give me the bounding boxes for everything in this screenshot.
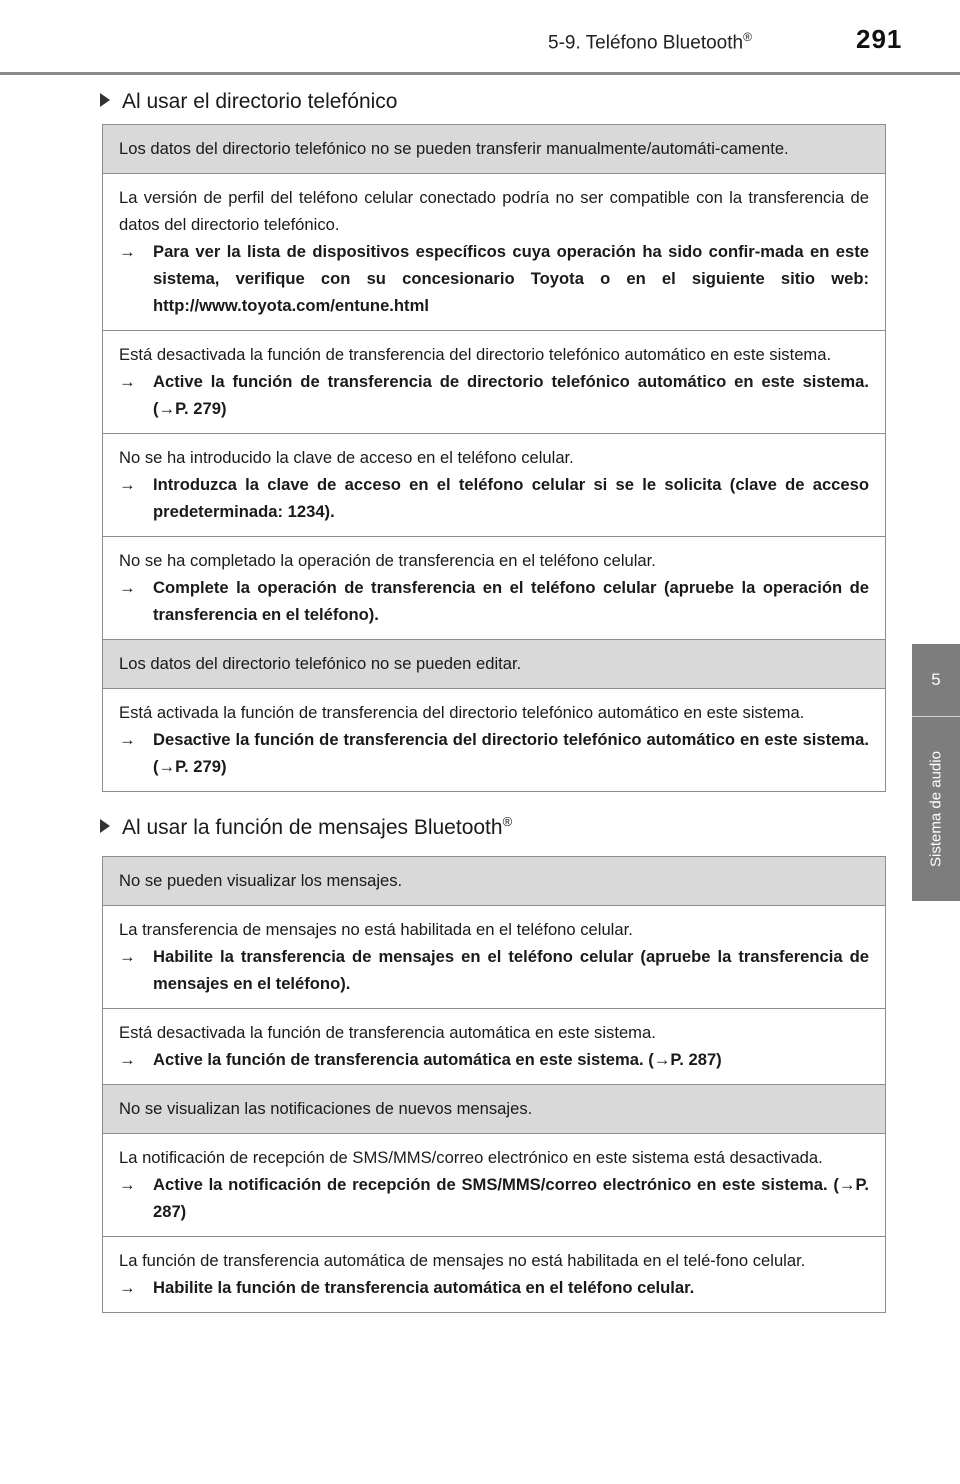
chapter-side-tab (912, 644, 960, 900)
section-messages (102, 814, 886, 1313)
chapter-title-text: 5-9. Teléfono Bluetooth (548, 32, 744, 54)
section-heading (100, 814, 886, 856)
remedy-text (119, 1274, 869, 1301)
remedy-text-content: Para ver la lista de dispositivos específicos cuya operación ha sido confir-mada en este sistema, verifique con su concesionario Toyota o en el siguiente sitio web: http://www.toyota.com/entune.html (153, 242, 869, 315)
remedy-text (119, 471, 869, 525)
heading-mark: ® (502, 814, 513, 829)
right-arrow-icon: → (119, 578, 136, 597)
remedy-text-content: Desactive la función de transferencia del directorio telefónico automático en este sistema. (→P. 279) (153, 730, 869, 776)
remedy-text-content: Habilite la función de transferencia automática en el teléfono celular. (153, 1278, 695, 1297)
symptom-row (103, 640, 885, 689)
remedy-text (119, 368, 869, 422)
symptom-text: Los datos del directorio telefónico no se pueden transferir manualmente/automáti-camente. (119, 139, 789, 158)
cause-row (103, 1009, 885, 1085)
cause-text: Está desactivada la función de transferencia del directorio telefónico automático en este sistema. (119, 345, 832, 364)
cause-text: Está activada la función de transferencia del directorio telefónico automático en este sistema. (119, 703, 805, 722)
side-tab-number: 5 (912, 644, 960, 716)
remedy-text-content: Active la función de transferencia de directorio telefónico automático en este sistema. (→P. 279) (153, 372, 869, 418)
right-arrow-icon: → (119, 1050, 136, 1069)
remedy-text (119, 1171, 869, 1225)
cause-row (103, 1134, 885, 1237)
remedy-text (119, 1046, 869, 1073)
section-heading-text: Al usar el directorio telefónico (122, 90, 398, 113)
symptom-row (103, 1085, 885, 1134)
symptom-row (103, 857, 885, 906)
remedy-text (119, 238, 869, 319)
right-arrow-icon: → (119, 475, 136, 494)
cause-text: La transferencia de mensajes no está habilitada en el teléfono celular. (119, 920, 633, 939)
remedy-text (119, 574, 869, 628)
cause-text: No se ha completado la operación de transferencia en el teléfono celular. (119, 551, 656, 570)
symptom-row (103, 125, 885, 174)
header-divider (0, 72, 960, 75)
cause-text: La notificación de recepción de SMS/MMS/correo electrónico en este sistema está desactivada. (119, 1148, 823, 1167)
registered-mark: ® (743, 30, 752, 44)
triangle-bullet-icon (100, 93, 110, 107)
right-arrow-icon: → (119, 242, 136, 261)
page-header (0, 0, 960, 80)
remedy-text-content: Habilite la transferencia de mensajes en el teléfono celular (apruebe la transferencia de mensajes en el teléfono). (153, 947, 869, 993)
side-tab-label-text: Sistema de audio (927, 751, 945, 867)
right-arrow-icon: → (119, 947, 136, 966)
page-number: 291 (856, 24, 903, 54)
symptom-text: No se visualizan las notificaciones de nuevos mensajes. (119, 1099, 533, 1118)
right-arrow-icon: → (119, 372, 136, 391)
section-phonebook (102, 88, 886, 792)
remedy-text-content: Active la función de transferencia automática en este sistema. (→P. 287) (153, 1050, 722, 1069)
cause-row (103, 174, 885, 331)
cause-text: No se ha introducido la clave de acceso en el teléfono celular. (119, 448, 574, 467)
right-arrow-icon: → (119, 1278, 136, 1297)
cause-row (103, 906, 885, 1009)
section-heading (100, 88, 886, 124)
triangle-bullet-icon (100, 819, 110, 833)
side-tab-label (912, 716, 960, 901)
right-arrow-icon: → (119, 730, 136, 749)
remedy-text (119, 943, 869, 997)
remedy-text (119, 726, 869, 780)
symptom-text: No se pueden visualizar los mensajes. (119, 871, 403, 890)
troubleshooting-table (102, 124, 886, 792)
cause-text: Está desactivada la función de transferencia automática en este sistema. (119, 1023, 656, 1042)
troubleshooting-table (102, 856, 886, 1313)
right-arrow-icon: → (119, 1175, 136, 1194)
cause-row (103, 1237, 885, 1313)
cause-row (103, 537, 885, 640)
cause-row (103, 689, 885, 792)
cause-text: La función de transferencia automática de mensajes no está habilitada en el telé-fono celular. (119, 1251, 806, 1270)
remedy-text-content: Active la notificación de recepción de SMS/MMS/correo electrónico en este sistema. (→P. 287) (153, 1175, 869, 1221)
cause-text: La versión de perfil del teléfono celular conectado podría no ser compatible con la transferencia de datos del directorio telefónico. (119, 188, 869, 234)
symptom-text: Los datos del directorio telefónico no se pueden editar. (119, 654, 522, 673)
remedy-text-content: Complete la operación de transferencia en el teléfono celular (apruebe la operación de transferencia en el teléfono). (153, 578, 869, 624)
chapter-title (548, 30, 752, 54)
cause-row (103, 434, 885, 537)
section-heading-text: Al usar la función de mensajes Bluetooth (122, 816, 503, 839)
remedy-text-content: Introduzca la clave de acceso en el teléfono celular si se le solicita (clave de acceso predeterminada: 1234). (153, 475, 869, 521)
cause-row (103, 331, 885, 434)
